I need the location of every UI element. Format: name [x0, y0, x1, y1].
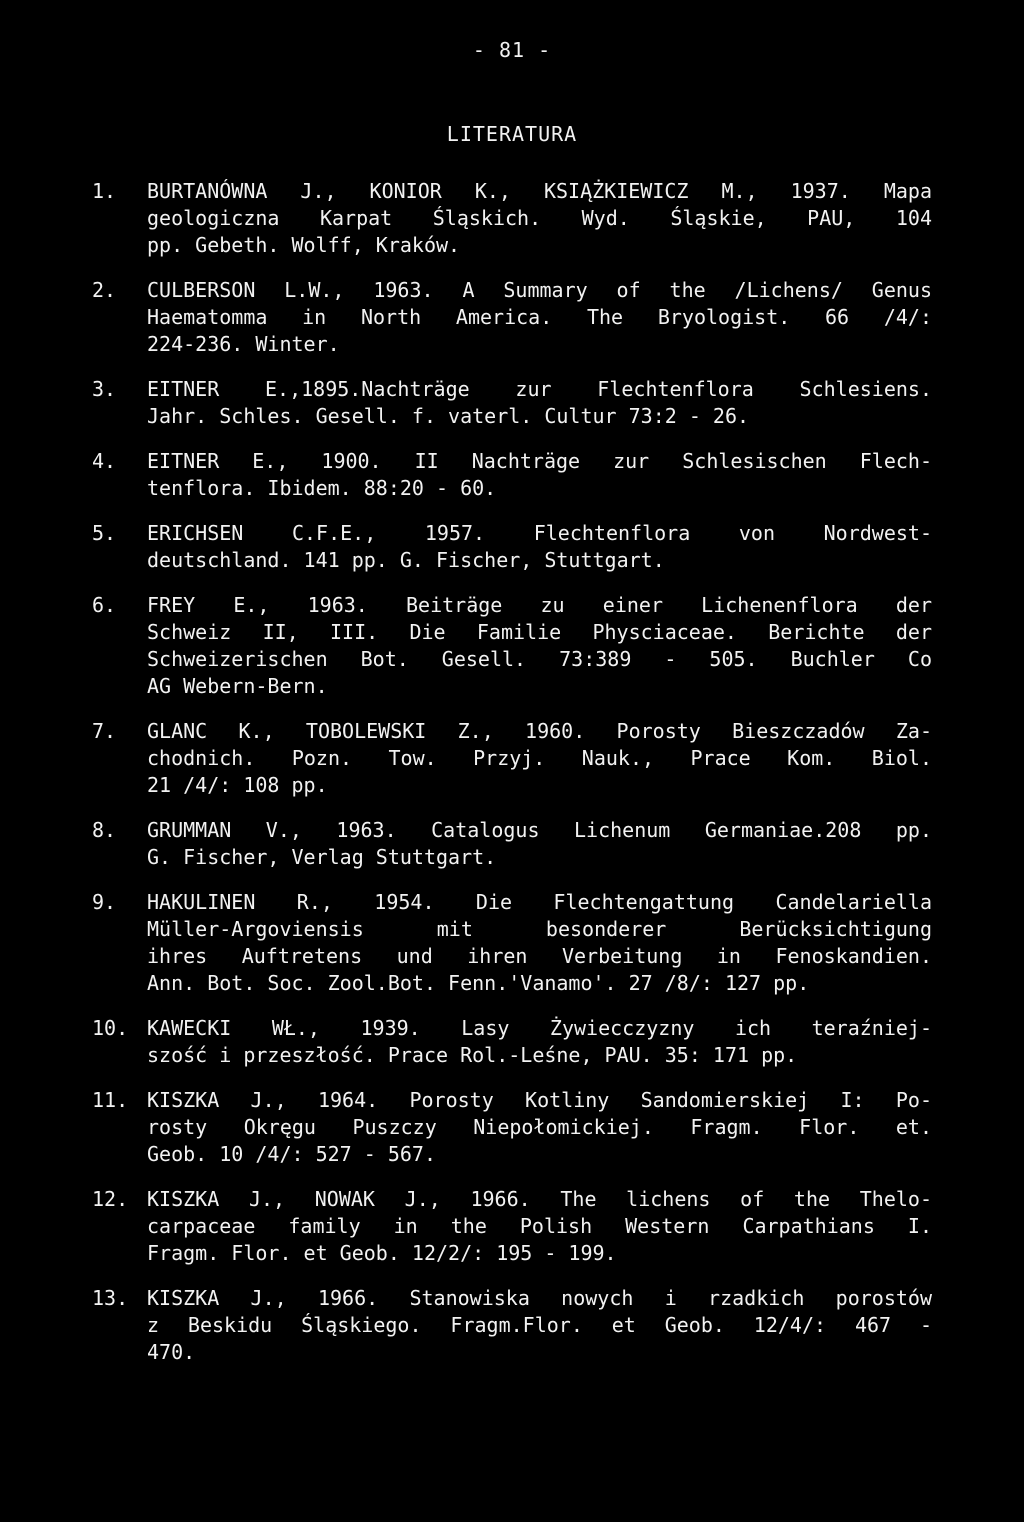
- reference-entry: [92, 376, 932, 430]
- reference-entry: [92, 718, 932, 799]
- reference-line: 224-236. Winter.: [147, 332, 340, 356]
- reference-line: carpaceae family in the Polish Western Carpathians I.: [147, 1214, 932, 1238]
- reference-line: Schweizerischen Bot. Gesell. 73:389 - 505. Buchler Co: [147, 647, 932, 671]
- reference-entry: [92, 178, 932, 259]
- reference-line: szość i przeszłość. Prace Rol.-Leśne, PAU. 35: 171 pp.: [147, 1043, 798, 1067]
- reference-line: EITNER E.,1895.Nachträge zur Flechtenflora Schlesiens.: [147, 377, 932, 401]
- reference-entry: [92, 889, 932, 997]
- reference-number: 1.: [92, 179, 117, 203]
- reference-text: [147, 1087, 932, 1168]
- reference-line: CULBERSON L.W., 1963. A Summary of the /Lichens/ Genus: [147, 278, 932, 302]
- reference-line: chodnich. Pozn. Tow. Przyj. Nauk., Prace Kom. Biol.: [147, 746, 932, 770]
- reference-line: EITNER E., 1900. II Nachträge zur Schlesischen Flech-: [147, 449, 932, 473]
- reference-entry: [92, 1186, 932, 1267]
- reference-number: 2.: [92, 278, 117, 302]
- reference-line: BURTANÓWNA J., KONIOR K., KSIĄŻKIEWICZ M., 1937. Mapa: [147, 179, 932, 203]
- reference-number: 4.: [92, 449, 117, 473]
- reference-text: [147, 178, 932, 259]
- reference-number: 10.: [92, 1016, 129, 1040]
- reference-text: [147, 592, 932, 700]
- reference-entry: [92, 1087, 932, 1168]
- reference-number: 9.: [92, 890, 117, 914]
- reference-line: 21 /4/: 108 pp.: [147, 773, 328, 797]
- reference-line: FREY E., 1963. Beiträge zu einer Lichenenflora der: [147, 593, 932, 617]
- reference-text: [147, 376, 932, 430]
- reference-number: 3.: [92, 377, 117, 401]
- reference-number: 12.: [92, 1187, 129, 1211]
- reference-number: 5.: [92, 521, 117, 545]
- reference-text: [147, 1285, 932, 1366]
- reference-line: KAWECKI WŁ., 1939. Lasy Żywiecczyzny ich teraźniej-: [147, 1016, 932, 1040]
- reference-number: 6.: [92, 593, 117, 617]
- reference-line: HAKULINEN R., 1954. Die Flechtengattung Candelariella: [147, 890, 932, 914]
- reference-line: GRUMMAN V., 1963. Catalogus Lichenum Germaniae.208 pp.: [147, 818, 932, 842]
- reference-text: [147, 1186, 932, 1267]
- reference-line: 470.: [147, 1340, 196, 1364]
- reference-line: tenflora. Ibidem. 88:20 - 60.: [147, 476, 497, 500]
- reference-entry: [92, 448, 932, 502]
- reference-text: [147, 1015, 932, 1069]
- reference-number: 7.: [92, 719, 117, 743]
- reference-line: ERICHSEN C.F.E., 1957. Flechtenflora von Nordwest-: [147, 521, 932, 545]
- reference-entry: [92, 817, 932, 871]
- reference-text: [147, 718, 932, 799]
- reference-number: 11.: [92, 1088, 129, 1112]
- reference-line: KISZKA J., 1964. Porosty Kotliny Sandomierskiej I: Po-: [147, 1088, 932, 1112]
- reference-line: GLANC K., TOBOLEWSKI Z., 1960. Porosty Bieszczadów Za-: [147, 719, 932, 743]
- reference-entry: [92, 277, 932, 358]
- reference-entry: [92, 1285, 932, 1366]
- reference-line: ihres Auftretens und ihren Verbeitung in Fenoskandien.: [147, 944, 932, 968]
- reference-line: Fragm. Flor. et Geob. 12/2/: 195 - 199.: [147, 1241, 617, 1265]
- reference-line: deutschland. 141 pp. G. Fischer, Stuttgart.: [147, 548, 665, 572]
- reference-number: 8.: [92, 818, 117, 842]
- reference-line: KISZKA J., 1966. Stanowiska nowych i rzadkich porostów: [147, 1286, 932, 1310]
- reference-line: Müller-Argoviensis mit besonderer Berücksichtigung: [147, 917, 932, 941]
- reference-text: [147, 817, 932, 871]
- reference-line: geologiczna Karpat Śląskich. Wyd. Śląskie, PAU, 104: [147, 206, 932, 230]
- page-number: - 81 -: [472, 38, 552, 62]
- reference-line: Haematomma in North America. The Bryologist. 66 /4/:: [147, 305, 932, 329]
- reference-line: KISZKA J., NOWAK J., 1966. The lichens of the Thelo-: [147, 1187, 932, 1211]
- reference-line: Jahr. Schles. Gesell. f. vaterl. Cultur 73:2 - 26.: [147, 404, 750, 428]
- section-title: LITERATURA: [446, 122, 578, 146]
- reference-entry: [92, 592, 932, 700]
- reference-line: z Beskidu Śląskiego. Fragm.Flor. et Geob. 12/4/: 467 -: [147, 1313, 932, 1337]
- reference-line: rosty Okręgu Puszczy Niepołomickiej. Fragm. Flor. et.: [147, 1115, 932, 1139]
- reference-number: 13.: [92, 1286, 129, 1310]
- reference-entry: [92, 520, 932, 574]
- reference-text: [147, 448, 932, 502]
- reference-line: Ann. Bot. Soc. Zool.Bot. Fenn.'Vanamo'. 27 /8/: 127 pp.: [147, 971, 810, 995]
- reference-line: AG Webern-Bern.: [147, 674, 328, 698]
- reference-line: pp. Gebeth. Wolff, Kraków.: [147, 233, 461, 257]
- reference-text: [147, 277, 932, 358]
- reference-line: Schweiz II, III. Die Familie Physciaceae. Berichte der: [147, 620, 932, 644]
- reference-line: G. Fischer, Verlag Stuttgart.: [147, 845, 497, 869]
- reference-list: [92, 178, 932, 1384]
- reference-entry: [92, 1015, 932, 1069]
- reference-text: [147, 889, 932, 997]
- reference-text: [147, 520, 932, 574]
- reference-line: Geob. 10 /4/: 527 - 567.: [147, 1142, 436, 1166]
